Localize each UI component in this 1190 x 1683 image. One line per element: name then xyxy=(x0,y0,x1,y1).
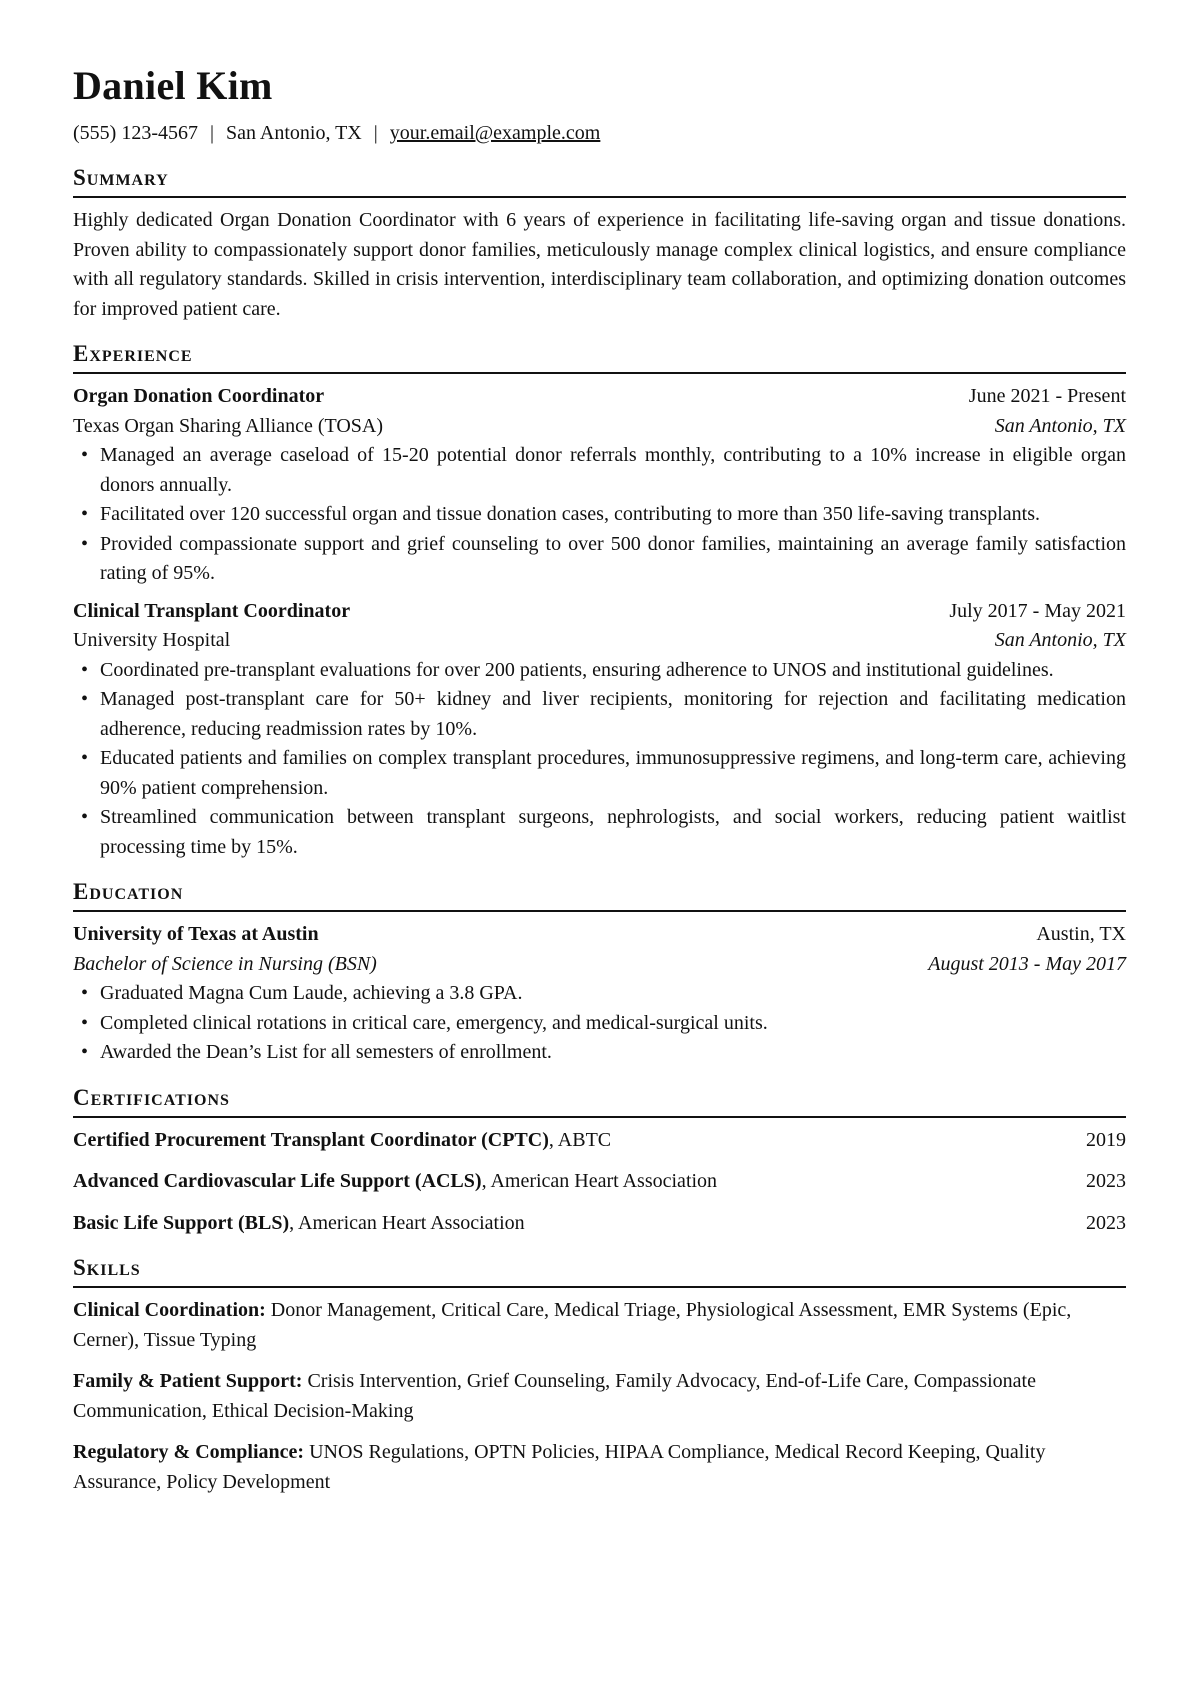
bullet-item xyxy=(73,744,1126,803)
certification-item xyxy=(73,1209,1126,1239)
skill-group xyxy=(73,1438,1126,1497)
bullet-icon: • xyxy=(81,503,89,525)
bullet-text: Educated patients and families on complex transplant procedures, immunosuppressive regimens, and long-term care, achieving 90% patient comprehension. xyxy=(100,747,1126,799)
bullet-icon: • xyxy=(81,747,89,769)
bullet-text: Awarded the Dean’s List for all semesters of enrollment. xyxy=(100,1041,552,1063)
bullet-item xyxy=(73,685,1126,744)
bullet-text: Managed post-transplant care for 50+ kidney and liver recipients, monitoring for rejection and facilitating medication adherence, reducing readmission rates by 10%. xyxy=(100,688,1126,740)
job-header xyxy=(73,382,1126,412)
summary-section xyxy=(73,164,1126,324)
bullet-icon: • xyxy=(81,1041,89,1063)
section-title-skills: Skills xyxy=(73,1255,141,1280)
certification-name: Certified Procurement Transplant Coordinator (CPTC) xyxy=(73,1128,549,1151)
job-company: Texas Organ Sharing Alliance (TOSA) xyxy=(73,414,384,437)
job-dates: June 2021 - Present xyxy=(968,385,1126,407)
resume-page xyxy=(73,62,1126,1509)
summary-text: Highly dedicated Organ Donation Coordinator with 6 years of experience in facilitating life-saving organ and tissue donations. Proven ability to compassionately support donor families, meticulously manage complex clinical logistics, and ensure compliance with all regulatory standards. Skilled in crisis intervention, interdisciplinary team collaboration, and optimizing donation outcomes for improved patient care. xyxy=(73,209,1126,320)
contact-separator: | xyxy=(373,122,378,144)
experience-section xyxy=(73,340,1126,862)
bullet-icon: • xyxy=(81,1011,89,1034)
bullet-icon: • xyxy=(81,688,89,710)
certification-item xyxy=(73,1126,1126,1156)
section-divider xyxy=(73,1116,1126,1118)
bullet-icon: • xyxy=(81,982,89,1004)
certification-item xyxy=(73,1167,1126,1197)
section-divider xyxy=(73,1286,1126,1288)
skill-group-label: Family & Patient Support: xyxy=(73,1370,303,1392)
job-entry xyxy=(73,382,1126,589)
bullet-text: Facilitated over 120 successful organ and tissue donation cases, contributing to more than 350 life-saving transplants. xyxy=(100,503,1040,525)
skill-group xyxy=(73,1296,1126,1355)
skills-section xyxy=(73,1254,1126,1497)
bullet-text: Streamlined communication between transplant surgeons, nephrologists, and social workers, reducing patient waitlist processing time by 15%. xyxy=(100,806,1126,858)
certification-issuer: , American Heart Association xyxy=(481,1170,718,1192)
contact-line xyxy=(73,120,1126,146)
school-name: University of Texas at Austin xyxy=(73,923,319,945)
skill-group-items: Crisis Intervention, Grief Counseling, Family Advocacy, End-of-Life Care, Compassionate Communication, Ethical Decision-Making xyxy=(73,1370,1036,1422)
bullet-text: Provided compassionate support and grief counseling to over 500 donor families, maintaining an average family satisfaction rating of 95%. xyxy=(100,532,1126,584)
education-header xyxy=(73,920,1126,950)
skill-group-label: Clinical Coordination: xyxy=(73,1299,266,1321)
skill-group-items: Donor Management, Critical Care, Medical Triage, Physiological Assessment, EMR Systems (Epic, Cerner), Tissue Typing xyxy=(73,1299,1072,1351)
bullet-item xyxy=(73,500,1126,530)
contact-separator: | xyxy=(209,122,214,144)
bullet-item xyxy=(73,441,1126,500)
skill-group-label: Regulatory & Compliance: xyxy=(73,1441,305,1463)
bullet-icon: • xyxy=(81,444,89,466)
job-entry xyxy=(73,597,1126,863)
skill-group-items: UNOS Regulations, OPTN Policies, HIPAA Compliance, Medical Record Keeping, Quality Assurance, Policy Development xyxy=(73,1441,1046,1493)
section-divider xyxy=(73,372,1126,374)
section-divider xyxy=(73,910,1126,912)
bullet-item xyxy=(73,1038,1126,1068)
bullet-item xyxy=(73,979,1126,1009)
job-company: University Hospital xyxy=(73,629,231,651)
certification-issuer: , ABTC xyxy=(548,1128,612,1151)
section-title-experience: Experience xyxy=(73,341,193,366)
bullet-item xyxy=(73,1009,1126,1039)
section-title-education: Education xyxy=(73,879,184,904)
education-dates: August 2013 - May 2017 xyxy=(928,952,1126,975)
certification-name: Basic Life Support (BLS) xyxy=(73,1211,290,1234)
education-section xyxy=(73,878,1126,1068)
certifications-section xyxy=(73,1084,1126,1239)
job-role: Clinical Transplant Coordinator xyxy=(73,599,351,622)
bullet-item xyxy=(73,656,1126,686)
bullet-text: Coordinated pre-transplant evaluations for over 200 patients, ensuring adherence to UNOS and institutional guidelines. xyxy=(100,658,1054,681)
school-location: Austin, TX xyxy=(1036,923,1126,945)
skill-group xyxy=(73,1367,1126,1426)
bullet-text: Graduated Magna Cum Laude, achieving a 3.8 GPA. xyxy=(100,982,523,1004)
phone-number: (555) 123-4567 xyxy=(73,122,198,144)
certification-name: Advanced Cardiovascular Life Support (ACLS) xyxy=(73,1170,482,1192)
email-link[interactable]: your.email@example.com xyxy=(389,122,601,144)
job-header xyxy=(73,597,1126,627)
section-divider xyxy=(73,196,1126,198)
education-bullets xyxy=(73,979,1126,1068)
job-location: San Antonio, TX xyxy=(994,629,1126,651)
certification-year: 2023 xyxy=(1086,1211,1126,1234)
job-subheader xyxy=(73,626,1126,656)
job-bullets xyxy=(73,656,1126,863)
certification-year: 2023 xyxy=(1086,1170,1126,1192)
certification-year: 2019 xyxy=(1086,1128,1126,1151)
bullet-item xyxy=(73,803,1126,862)
bullet-icon: • xyxy=(81,658,89,681)
bullet-icon: • xyxy=(81,532,89,555)
candidate-name: Daniel Kim xyxy=(73,63,273,108)
job-location: San Antonio, TX xyxy=(994,414,1126,437)
job-dates: July 2017 - May 2021 xyxy=(949,599,1126,622)
bullet-item xyxy=(73,530,1126,589)
location: San Antonio, TX xyxy=(226,122,362,144)
job-role: Organ Donation Coordinator xyxy=(73,385,325,407)
certification-issuer: , American Heart Association xyxy=(289,1211,525,1234)
job-bullets xyxy=(73,441,1126,589)
section-title-summary: Summary xyxy=(73,165,169,190)
section-title-certifications: Certifications xyxy=(73,1084,230,1110)
education-subheader xyxy=(73,950,1126,980)
job-subheader xyxy=(73,412,1126,442)
bullet-icon: • xyxy=(81,806,89,828)
bullet-text: Completed clinical rotations in critical care, emergency, and medical-surgical units. xyxy=(100,1011,768,1034)
bullet-text: Managed an average caseload of 15-20 potential donor referrals monthly, contributing to a 10% increase in eligible organ donors annually. xyxy=(100,444,1126,496)
degree: Bachelor of Science in Nursing (BSN) xyxy=(73,952,377,975)
